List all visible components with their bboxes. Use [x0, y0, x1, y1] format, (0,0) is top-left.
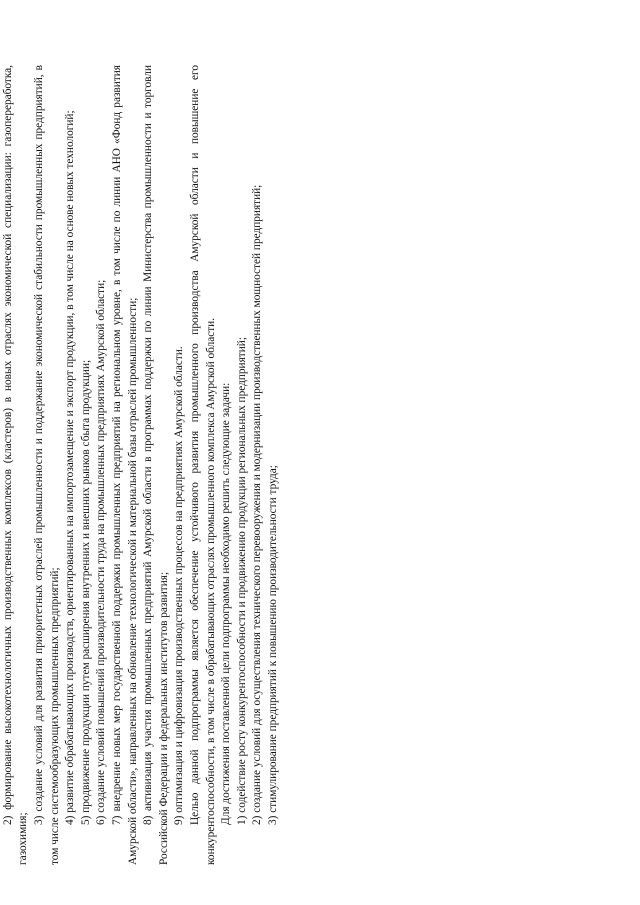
- task-item-2: 2) создание условий для осуществления технического перевооружения и модернизации производственных мощностей предприятий;: [251, 184, 264, 825]
- task-item-1: 1) содействие росту конкурентоспособности и продвижению продукции региональных предприятий;: [235, 337, 248, 825]
- priority-item-2: 2) формирование высокотехнологичных производственных комплексов (кластеров) в новых отраслях экономической специализации: газопереработка, газохимия;: [1, 65, 30, 865]
- priority-item-3: 3) создание условий для развития приоритетных отраслей промышленности и поддержание экономической стабильности промышленных предприятий, в том числе системообразующих промышленных предприятий;: [32, 65, 61, 865]
- priority-item-4: 4) развитие обрабатывающих производств, ориентированных на импортозамещение и экспорт продукции, в том числе на основе новых технологий;: [64, 110, 77, 825]
- priority-item-8: 8) активизация участия промышленных предприятий Амурской области в программах поддержки по линии Министерства промышленности и торговли Российской Федерации и федеральных институтов развития;: [142, 65, 170, 865]
- priority-item-9: 9) оптимизация и цифровизация производственных процессов на предприятиях Амурской области.: [173, 346, 186, 825]
- priority-item-6: 6) создание условий повышений производительности труда на промышленных предприятиях Амурской области;: [95, 279, 108, 825]
- goal-paragraph: Целью данной подпрограммы является обеспечение устойчивого развития промышленного производства Амурской области и повышение его конкурентоспособности, в том числе в обрабатывающих отраслях промышленного комплекса Амурской области.: [188, 65, 217, 865]
- tasks-intro: Для достижения поставленной цели подпрограммы необходимо решить следующие задачи:: [220, 382, 233, 825]
- rotated-page-content: [0, 65, 320, 865]
- priority-item-5: 5) продвижение продукции путем расширения внутренних и внешних рынков сбыта продукции;: [79, 359, 92, 825]
- body-text: [0, 65, 281, 865]
- task-item-3: 3) стимулирование предприятий к повышению производительности труда;: [266, 465, 279, 825]
- priority-item-7: 7) внедрение новых мер государственной поддержки промышленных предприятий на региональном уровне, в том числе по линии АНО «Фонд развития Амурской области», направленных на обновление технологической и материальной базы отраслей промышленности;: [110, 65, 139, 865]
